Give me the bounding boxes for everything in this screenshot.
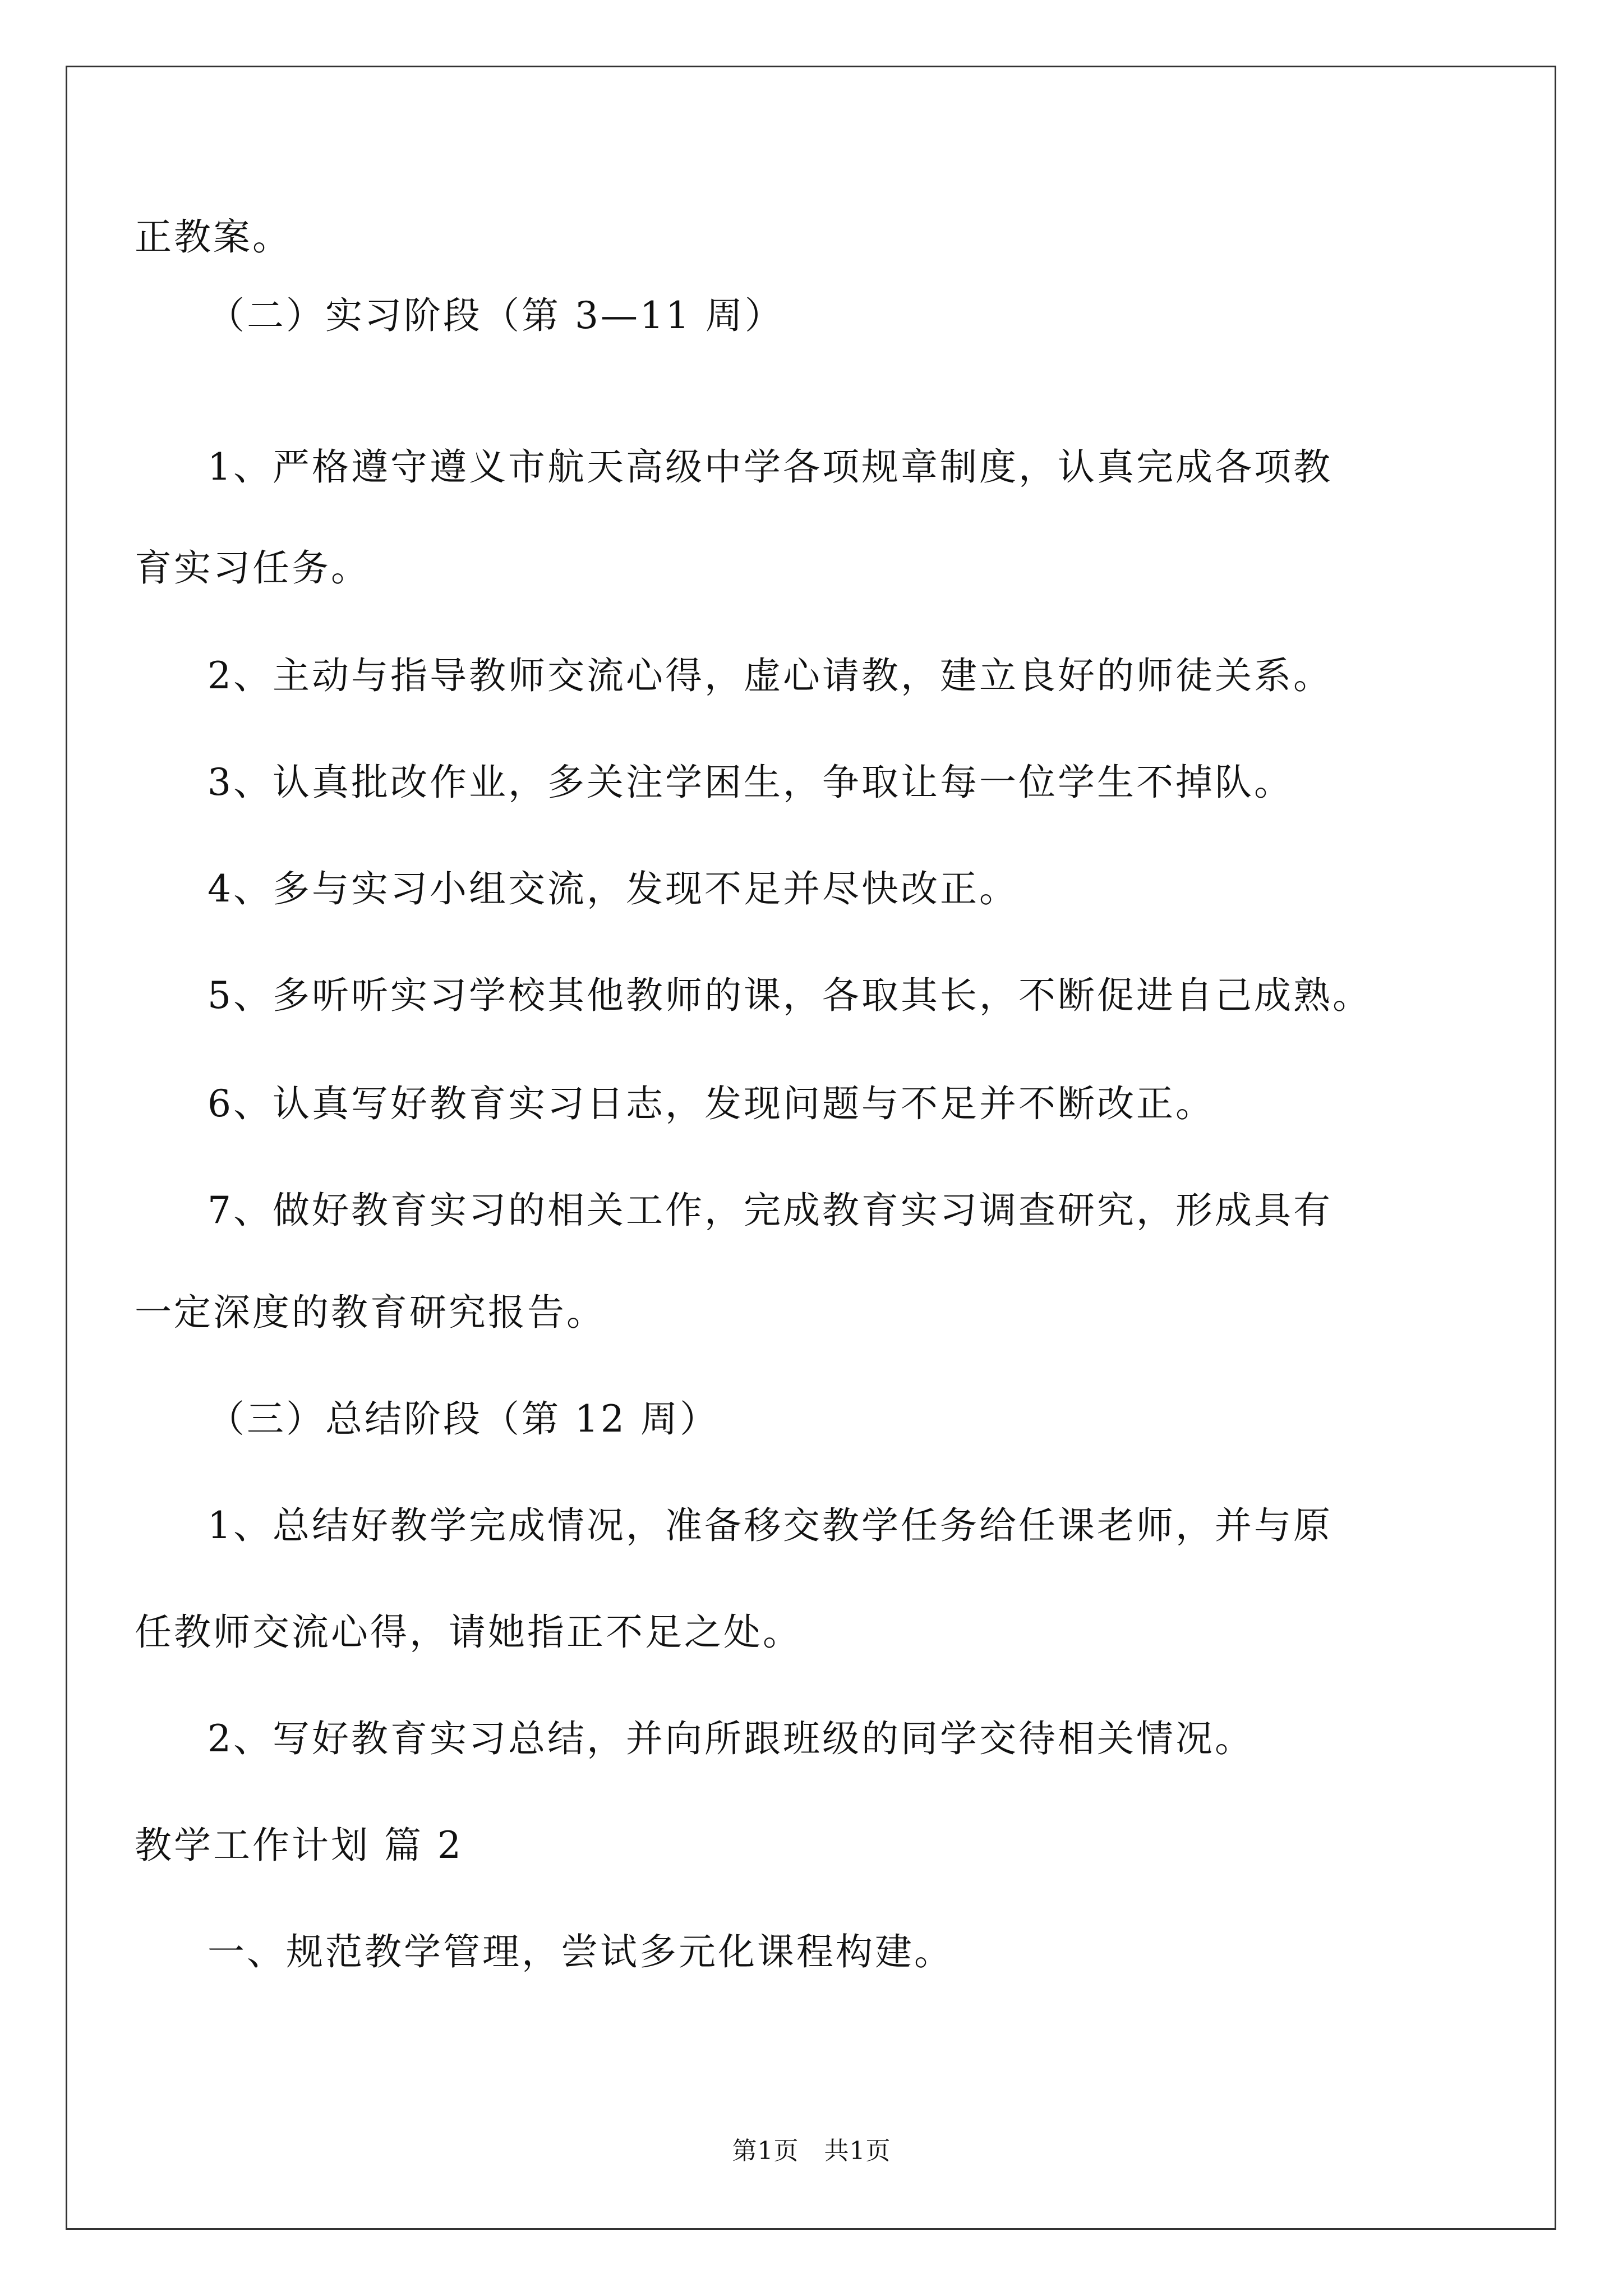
page-footer: 第1页 共1页 (732, 2137, 891, 2165)
list-item-6: 6、认真写好教育实习日志，发现问题与不足并不断改正。 (208, 1082, 1215, 1125)
list-item-1-continuation: 育实习任务。 (135, 546, 370, 590)
plan-section-1: 一、规范教学管理，尝试多元化课程构建。 (208, 1930, 953, 1973)
section-heading-summary: （三）总结阶段（第 12 周） (208, 1397, 719, 1441)
list-item-7-continuation: 一定深度的教育研究报告。 (135, 1291, 606, 1334)
list-item-1: 1、严格遵守遵义市航天高级中学各项规章制度，认真完成各项教 (208, 445, 1332, 489)
summary-item-1-continuation: 任教师交流心得，请她指正不足之处。 (135, 1611, 802, 1654)
page-frame (66, 66, 1556, 2230)
list-item-2: 2、主动与指导教师交流心得，虚心请教，建立良好的师徒关系。 (208, 654, 1332, 697)
list-item-3: 3、认真批改作业，多关注学困生，争取让每一位学生不掉队。 (208, 761, 1293, 804)
plan-title: 教学工作计划 篇 2 (135, 1824, 463, 1867)
list-item-5: 5、多听听实习学校其他教师的课，各取其长，不断促进自己成熟。 (208, 974, 1372, 1017)
summary-item-1: 1、总结好教学完成情况，准备移交教学任务给任课老师，并与原 (208, 1504, 1332, 1547)
section-heading-internship: （二）实习阶段（第 3—11 周） (208, 294, 784, 337)
text-line-continuation: 正教案。 (135, 215, 292, 259)
list-item-4: 4、多与实习小组交流，发现不足并尽快改正。 (208, 867, 1018, 910)
summary-item-2: 2、写好教育实习总结，并向所跟班级的同学交待相关情况。 (208, 1717, 1254, 1760)
list-item-7: 7、做好教育实习的相关工作，完成教育实习调查研究，形成具有 (208, 1189, 1332, 1232)
